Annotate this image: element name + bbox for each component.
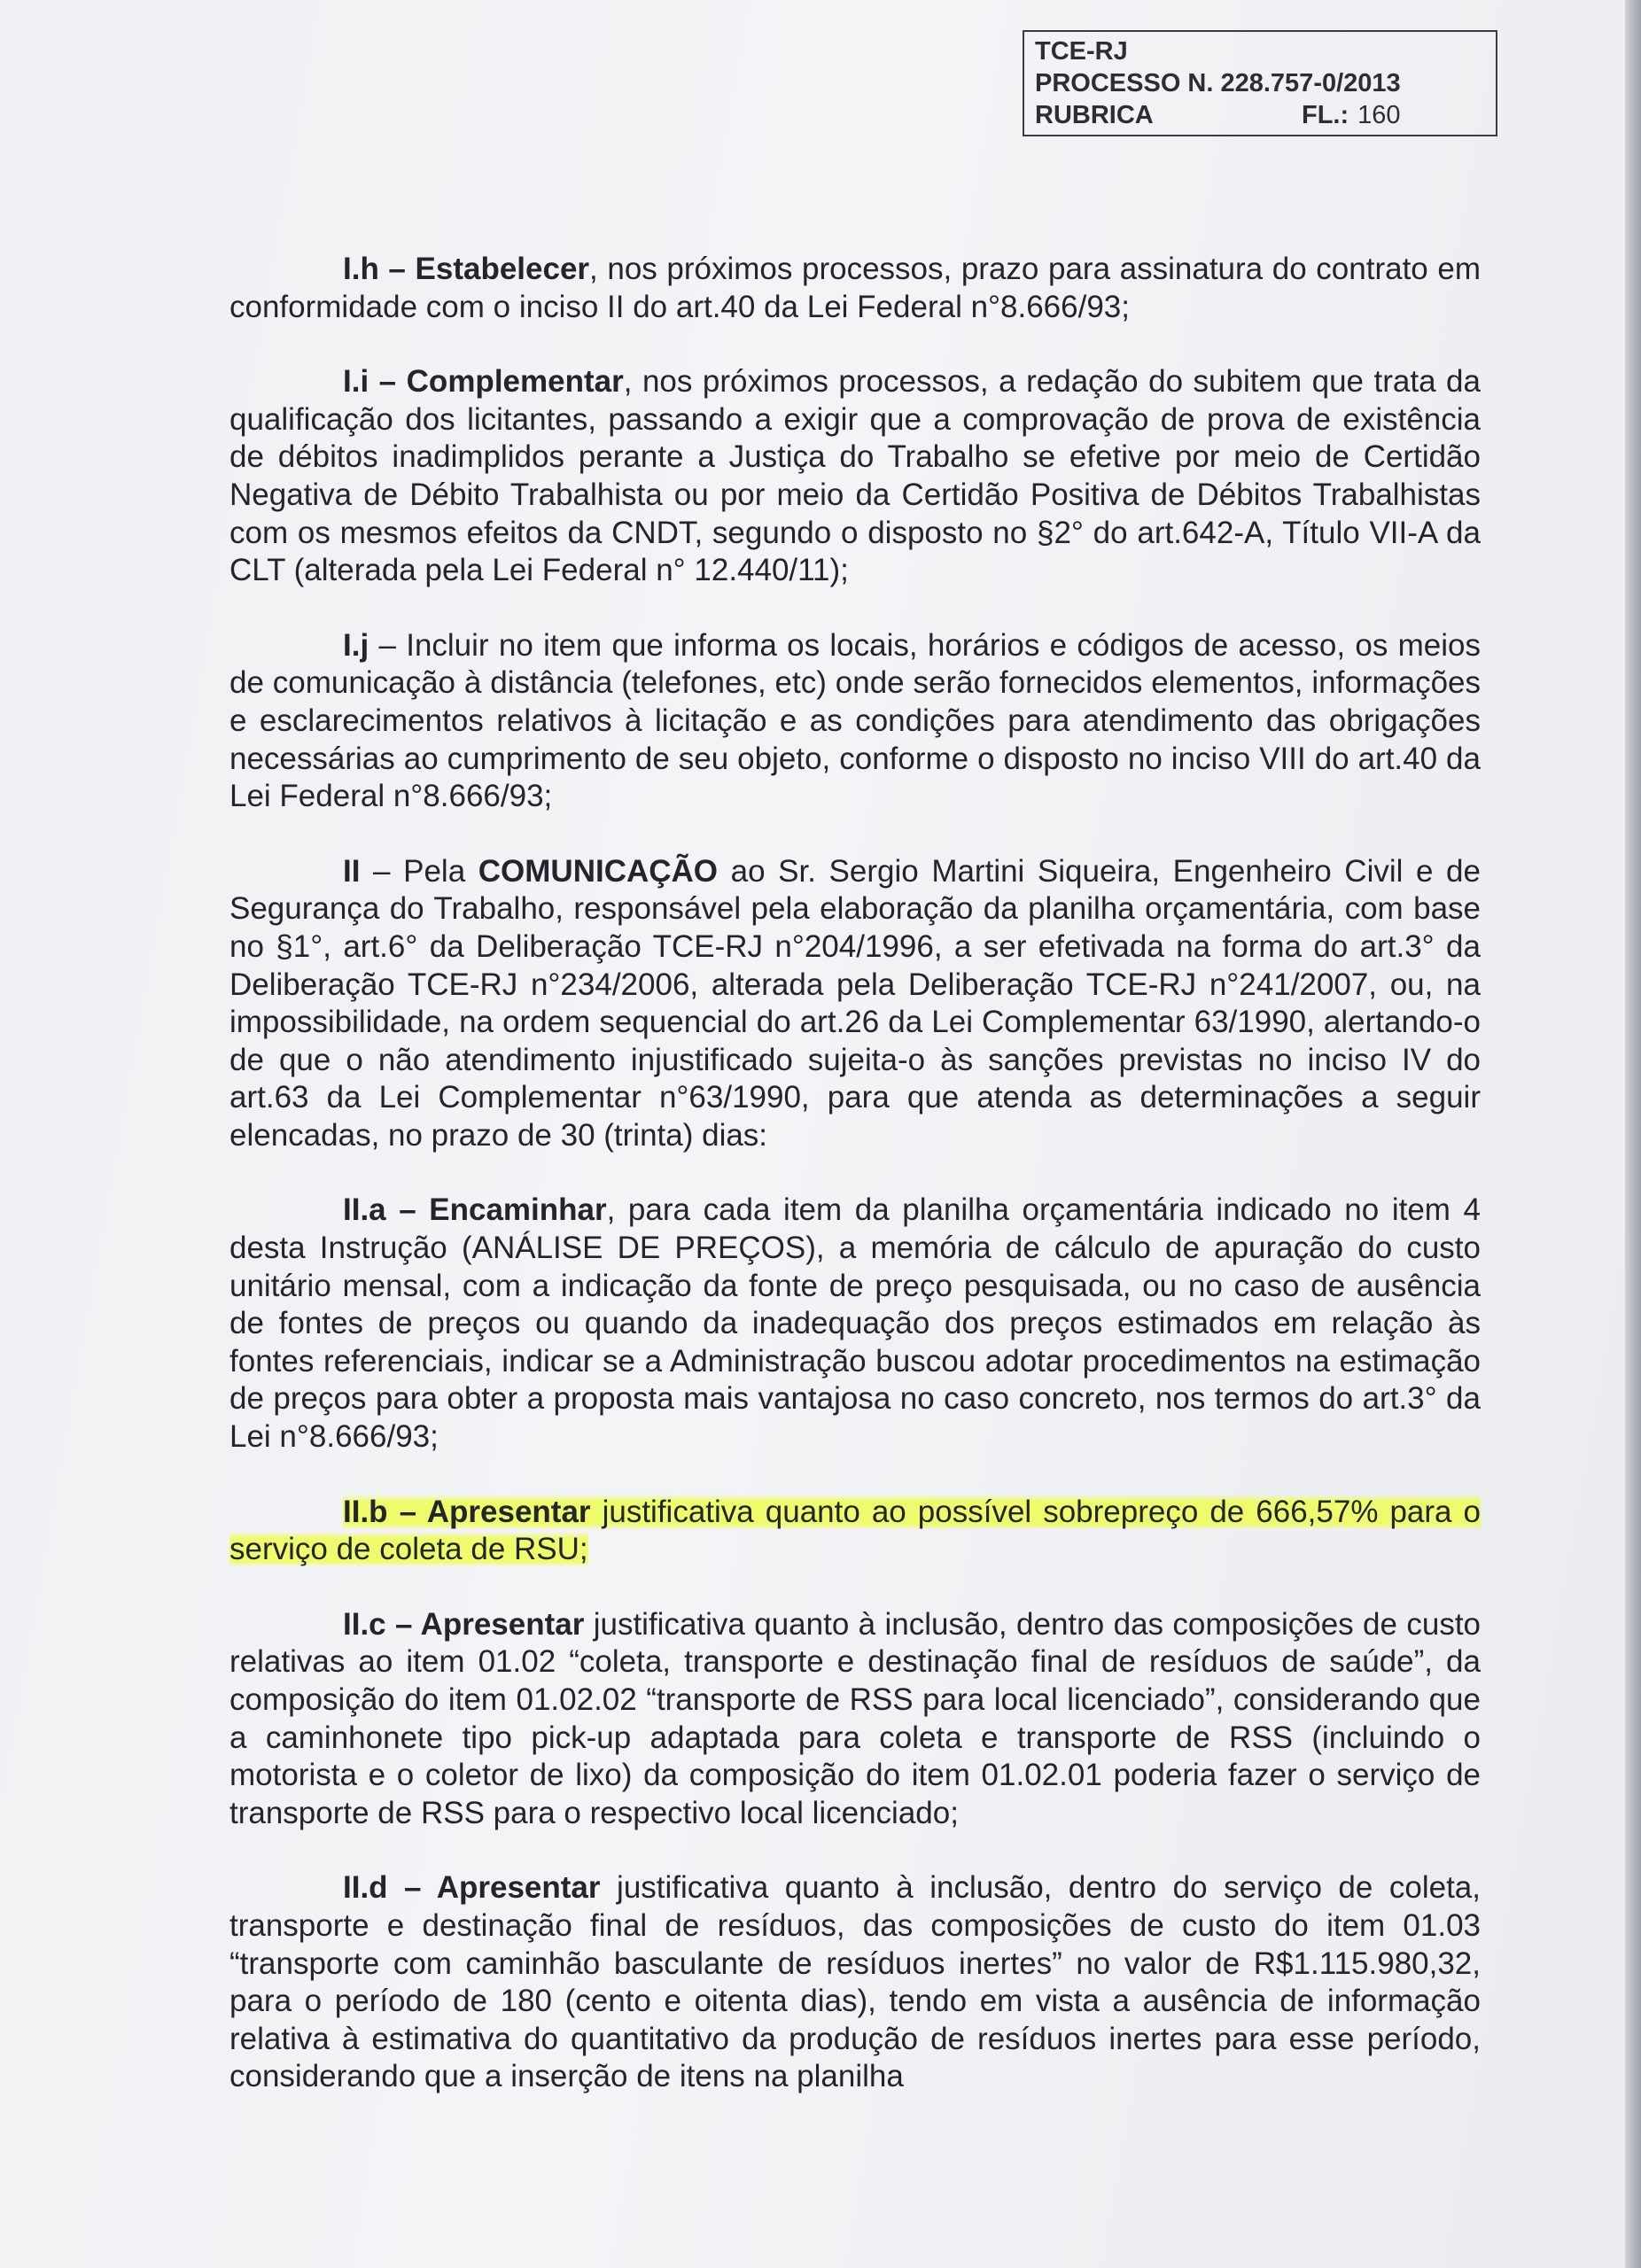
paragraph-ii-b [229,1494,1481,1569]
paragraph-label: I.i – Complementar [343,364,624,400]
paragraph-label: I.h – Estabelecer [343,252,590,286]
paragraph-text: justificativa quanto à inclusão, dentro das composições de custo relativas ao item 01.02 “coleta, transporte e destinação final de resíduos de saúde”, da composição do item 01.02.02 “transporte de RSS para local licenciado”, considerando que a caminhonete tipo pick-up adaptada para coleta e transporte de RSS (incluindo o motorista e o coletor de lixo) da composição do item 01.02.01 poderia fazer o serviço de transporte de RSS para o respectivo local licenciado; [229,1606,1482,1830]
paragraph-label-2: COMUNICAÇÃO [478,853,719,889]
paragraph-prefix: – Pela [360,853,478,889]
paragraph-text: justificativa quanto à inclusão, dentro do serviço de coleta, transporte e destinação final de resíduos, das composições de custo do item 01.03 “transporte com caminhão basculante de resíduos inertes” no valor de R$1.115.980,32, para o período de 180 (cento e oitenta dias), tendo em vista a ausência de informação relativa à estimativa do quantitativo da produção de resíduos inertes para esse período, considerando que a inserção de itens na planilha [229,1870,1481,2094]
stamp-fl-value: 160 [1357,101,1401,129]
highlighted-text [229,1495,1481,1567]
paragraph-label: II [343,853,361,889]
paragraph-label: II.d – Apresentar [343,1870,601,1906]
paragraph-label: II.b – Apresentar [343,1494,591,1529]
paragraph-ii-c [229,1606,1481,1833]
stamp-line-1: TCE-RJ [1035,37,1128,66]
stamp-line-2: PROCESSO N. 228.757-0/2013 [1035,69,1401,97]
paragraph-ii-a [229,1192,1481,1456]
paragraph-text: , para cada item da planilha orçamentária indicado no item 4 desta Instrução (ANÁLISE DE PREÇOS), a memória de cálculo de apuração do custo unitário mensal, com a indicação da fonte de preço pesquisada, ou no caso de ausência de fontes de preços ou quando da inadequação dos preços estimados em relação às fontes referenciais, indicar se a Administração buscou adotar procedimentos na estimação de preços para obter a proposta mais vantajosa no caso concreto, nos termos do art.3° da Lei n°8.666/93; [229,1192,1481,1455]
paragraph-ii [229,853,1481,1155]
paragraph-i-j [229,627,1481,816]
paragraph-ii-d [229,1869,1481,2096]
paragraph-text: , nos próximos processos, a redação do subitem que trata da qualificação dos licitantes, passando a exigir que a comprovação de prova de existência de débitos inadimplidos perante a Justiça do Trabalho se efetive por meio de Certidão Negativa de Débito Trabalhista ou por meio da Certidão Positiva de Débitos Trabalhistas com os mesmos efeitos da CNDT, segundo o disposto no §2° do art.642-A, Título VII-A da CLT (alterada pela Lei Federal n° 12.440/11); [229,364,1481,588]
paragraph-text: ao Sr. Sergio Martini Siqueira, Engenheiro Civil e de Segurança do Trabalho, responsável pela elaboração da planilha orçamentária, com base no §1°, art.6° da Deliberação TCE-RJ n°204/1996, a ser efetivada na forma do art.3° da Deliberação TCE-RJ n°234/2006, alterada pela Deliberação TCE-RJ n°241/2007, ou, na impossibilidade, na ordem sequencial do art.26 da Lei Complementar 63/1990, alertando-o de que o não atendimento injustificado sujeita-o às sanções previstas no inciso IV do art.63 da Lei Complementar n°63/1990, para que atenda as determinações a seguir elencadas, no prazo de 30 (trinta) dias: [229,853,1481,1153]
paragraph-i-i [229,363,1481,590]
stamp-rubrica: RUBRICA [1035,101,1154,129]
process-stamp [1023,30,1497,136]
page-edge [1625,0,1641,2268]
stamp-fl-label: FL.: [1302,101,1349,129]
paragraph-text: , nos próximos processos, prazo para assinatura do contrato em conformidade com o inciso II do art.40 da Lei Federal n°8.666/93; [229,252,1481,324]
stamp-folha [1302,99,1401,131]
paragraph-text: justificativa quanto ao possível sobrepreço de 666,57% para o serviço de coleta de RSU; [229,1494,1481,1567]
paragraph-i-h [229,251,1481,326]
paragraph-text: – Incluir no item que informa os locais, horários e códigos de acesso, os meios de comunicação à distância (telefones, etc) onde serão fornecidos elementos, informações e esclarecimentos relativos à licitação e as condições para atendimento das obrigações necessárias ao cumprimento de seu objeto, conforme o disposto no inciso VIII do art.40 da Lei Federal n°8.666/93; [229,627,1481,814]
stamp-line-3 [1035,99,1485,131]
paragraph-label: II.a – Encaminhar [343,1192,607,1228]
paragraph-label: II.c – Apresentar [343,1606,585,1642]
paragraph-label: I.j [343,627,369,663]
document-body [229,251,1481,2133]
